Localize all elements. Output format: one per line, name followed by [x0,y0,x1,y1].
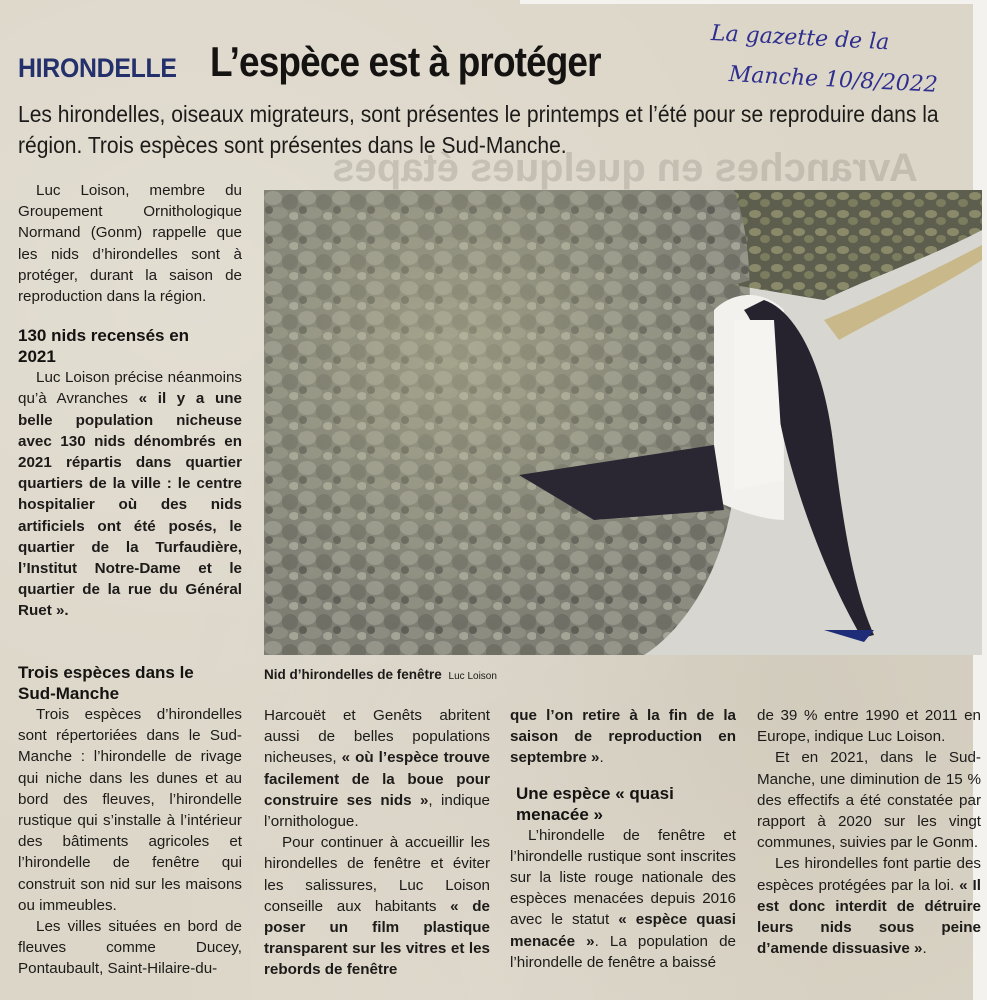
section1-paragraph [18,367,242,621]
section1-quote: « il y a une belle population nicheuse avec 130 nids dénombrés en 2021 répartis dans quartier quartiers de la ville : le centre hospitalier où des nids artificiels ont été posés, le quartier de la Turfaudière, l’Institut Notre-Dame et le quartier de la rue du Général Ruet ». [18,390,242,620]
intro-paragraph: Luc Loison, membre du Groupement Ornithologique Normand (Gonm) rappelle que les nids d’hirondelles sont à protéger, durant la saison de reproduction dans la région. [18,182,242,306]
section2-paragraph-3-cont: que l’on retire à la fin de la saison de reproduction en septembre ». [510,707,736,767]
subheading-trois-especes: Trois espèces dans le Sud-Manche [18,663,194,703]
headline: L’espèce est à protéger [210,38,601,85]
handwritten-line-1: La gazette de la [710,20,890,56]
section2-paragraph-2-start: Les villes situées en bord de fleuves comme Ducey, Pontaubault, Saint-Hilaire-du- [18,918,242,978]
column-2 [264,705,490,981]
column-1-lower [18,662,242,980]
section3-paragraph-3 [757,853,981,959]
subheading-quasi-menacee: Une espèce « quasi menacée » [516,783,674,824]
section3-paragraph-1-cont: de 39 % entre 1990 et 2011 en Europe, indique Luc Loison. [757,707,981,746]
photo-caption [264,667,497,682]
photo-swallow-nest [264,190,982,655]
section2-paragraph-2-cont: Harcouët et Genêts abritent aussi de belles populations nicheuses, « où l’espèce trouve facilement de la boue pour construire ses nids », indique l’ornithologue. [264,707,491,831]
photo-credit: Luc Loison [448,671,497,682]
paper-edge-top [520,0,987,4]
section3-quote-interdit: « Il est donc interdit de détruire leurs nids sous peine d’amende dissuasive » [757,876,981,958]
caption-text: Nid d’hirondelles de fenêtre [264,667,442,682]
section3-p3-end: . [922,940,927,958]
section3-p3-text: Les hirondelles font partie des espèces protégées par la loi. [757,855,981,894]
kicker-label: HIRONDELLE [18,53,177,83]
section2-p3-text: Pour continuer à accueillir les hirondelles de fenêtre et éviter les salissures, Luc Loison conseille aux habitants [264,834,490,915]
handwritten-line-2: Manche 10/8/2022 [728,61,939,98]
column-3 [510,705,736,973]
handwritten-source-note [708,14,941,106]
standfirst: Les hirondelles, oiseaux migrateurs, sont présentes le printemps et l’été pour se reproduire dans la région. Trois espèces sont présentes dans le Sud-Manche. [18,101,939,158]
section1-text: Luc Loison précise néanmoins qu’à Avranches [18,369,242,408]
column-4 [757,705,981,959]
section3-text: L’hirondelle de fenêtre et l’hirondelle rustique sont inscrites sur la liste rouge nationale des espèces menacées depuis 2016 avec le statut [510,826,736,929]
section3-paragraph-1: L’hirondelle de fenêtre et l’hirondelle rustique sont inscrites sur la liste rouge nationale des espèces menacées depuis 2016 avec le statut « espèce quasi menacée ». La population de l’hirondelle de fenêtre a baissé [510,826,736,971]
section3-paragraph-2: Et en 2021, dans le Sud-Manche, une diminution de 15 % des effectifs a été constatée par rapport à 2020 sur les vingt communes, suivies par le Gonm. [757,749,981,852]
section3-quote: « espèce quasi menacée » [510,911,736,950]
subheading-130-nids: 130 nids recensés en 2021 [18,326,190,367]
section2-quote-boue: « où l’espèce trouve facilement de la boue pour construire ses nids » [264,749,491,809]
column-1 [18,180,242,622]
section2-quote-film: « de poser un film plastique transparent sur les vitres et les rebords de fenêtre [264,897,490,979]
section2-attribution: , indique l’ornithologue. [264,791,491,831]
bleed-through-text: Avranches en quelques étapes [332,146,918,190]
section2-paragraph-3 [264,832,490,980]
swallow-nest-image [264,190,982,655]
section2-paragraph-1: Trois espèces d’hirondelles sont répertoriées dans le Sud-Manche : l’hirondelle de rivage qui niche dans les dunes et au bord des fleuves, l’hirondelle rustique qui s’installe à l’intérieur des bâtiments agricoles et l’hirondelle de fenêtre qui construit son nid sur les maisons ou immeubles. [18,706,242,914]
